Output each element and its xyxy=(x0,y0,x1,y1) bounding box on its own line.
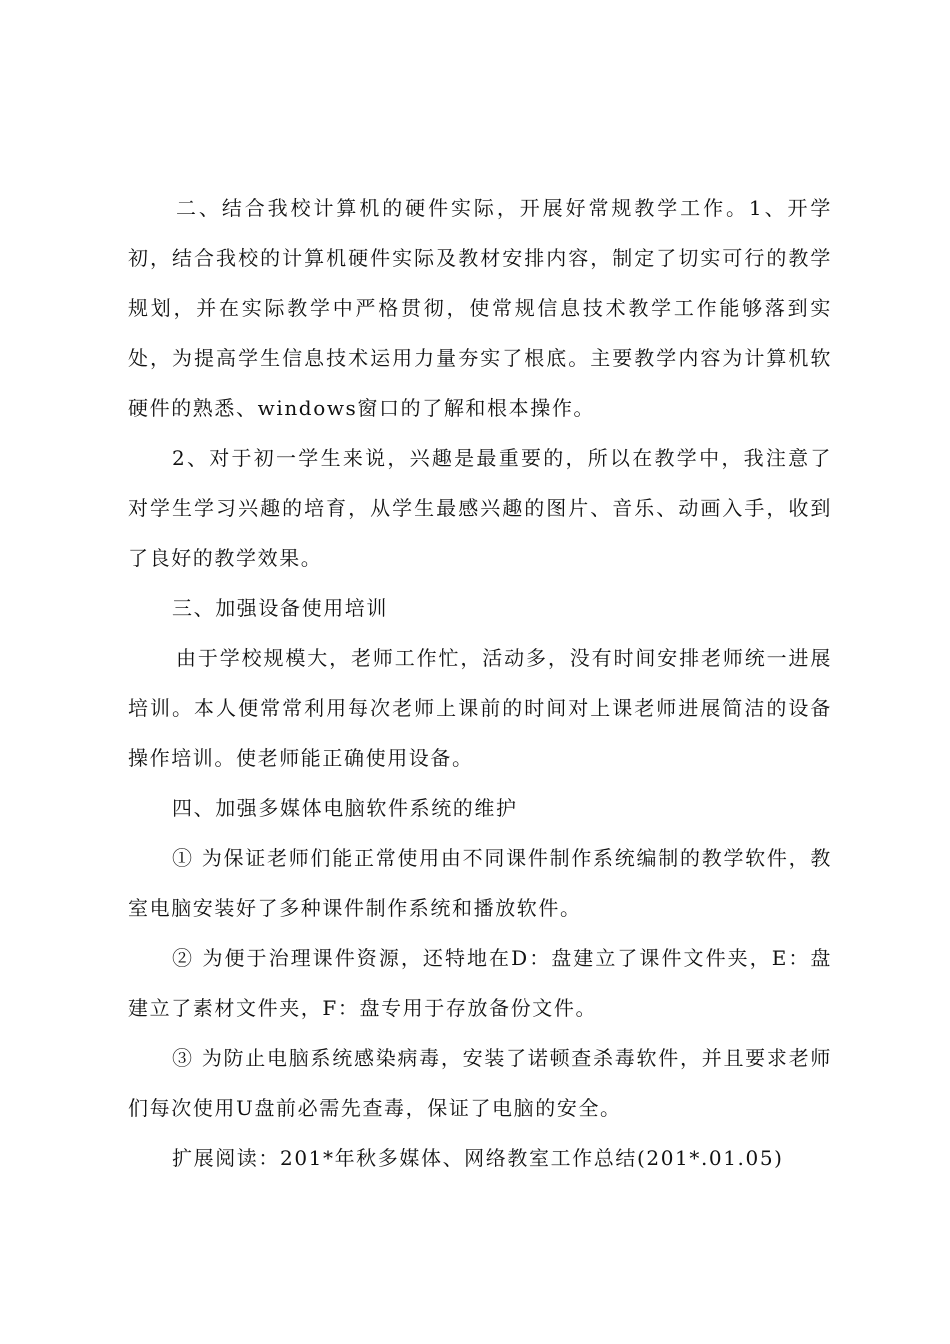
heading-equipment-training: 三、加强设备使用培训 xyxy=(172,596,388,620)
paragraph-software-item-2: ② 为便于治理课件资源，还特地在D：盘建立了课件文件夹，E：盘建立了素材文件夹，F：盘专用于存放备份文件。 xyxy=(128,946,832,1020)
paragraph-equipment-training: 由于学校规模大，老师工作忙，活动多，没有时间安排老师统一进展培训。本人便常常利用每次老师上课前的时间对上课老师进展简洁的设备操作培训。使老师能正确使用设备。 xyxy=(128,646,832,770)
paragraph-software-item-1: ① 为保证老师们能正常使用由不同课件制作系统编制的教学软件，教室电脑安装好了多种课件制作系统和播放软件。 xyxy=(128,846,832,920)
heading-software-maintenance: 四、加强多媒体电脑软件系统的维护 xyxy=(172,796,518,820)
paragraph-student-interest: 2、对于初一学生来说，兴趣是最重要的，所以在教学中，我注意了对学生学习兴趣的培育，从学生最感兴趣的图片、音乐、动画入手，收到了良好的教学效果。 xyxy=(128,446,832,570)
document-body xyxy=(128,183,832,1183)
extended-reading-line: 扩展阅读：201*年秋多媒体、网络教室工作总结(201*.01.05) xyxy=(172,1146,784,1170)
paragraph-software-item-3: ③ 为防止电脑系统感染病毒，安装了诺顿查杀毒软件，并且要求老师们每次使用U盘前必需先查毒，保证了电脑的安全。 xyxy=(128,1046,832,1120)
paragraph-hardware-teaching: 二、结合我校计算机的硬件实际，开展好常规教学工作。1、开学初，结合我校的计算机硬件实际及教材安排内容，制定了切实可行的教学规划，并在实际教学中严格贯彻，使常规信息技术教学工作能够落到实处，为提高学生信息技术运用力量夯实了根底。主要教学内容为计算机软硬件的熟悉、windows窗口的了解和根本操作。 xyxy=(128,196,832,420)
